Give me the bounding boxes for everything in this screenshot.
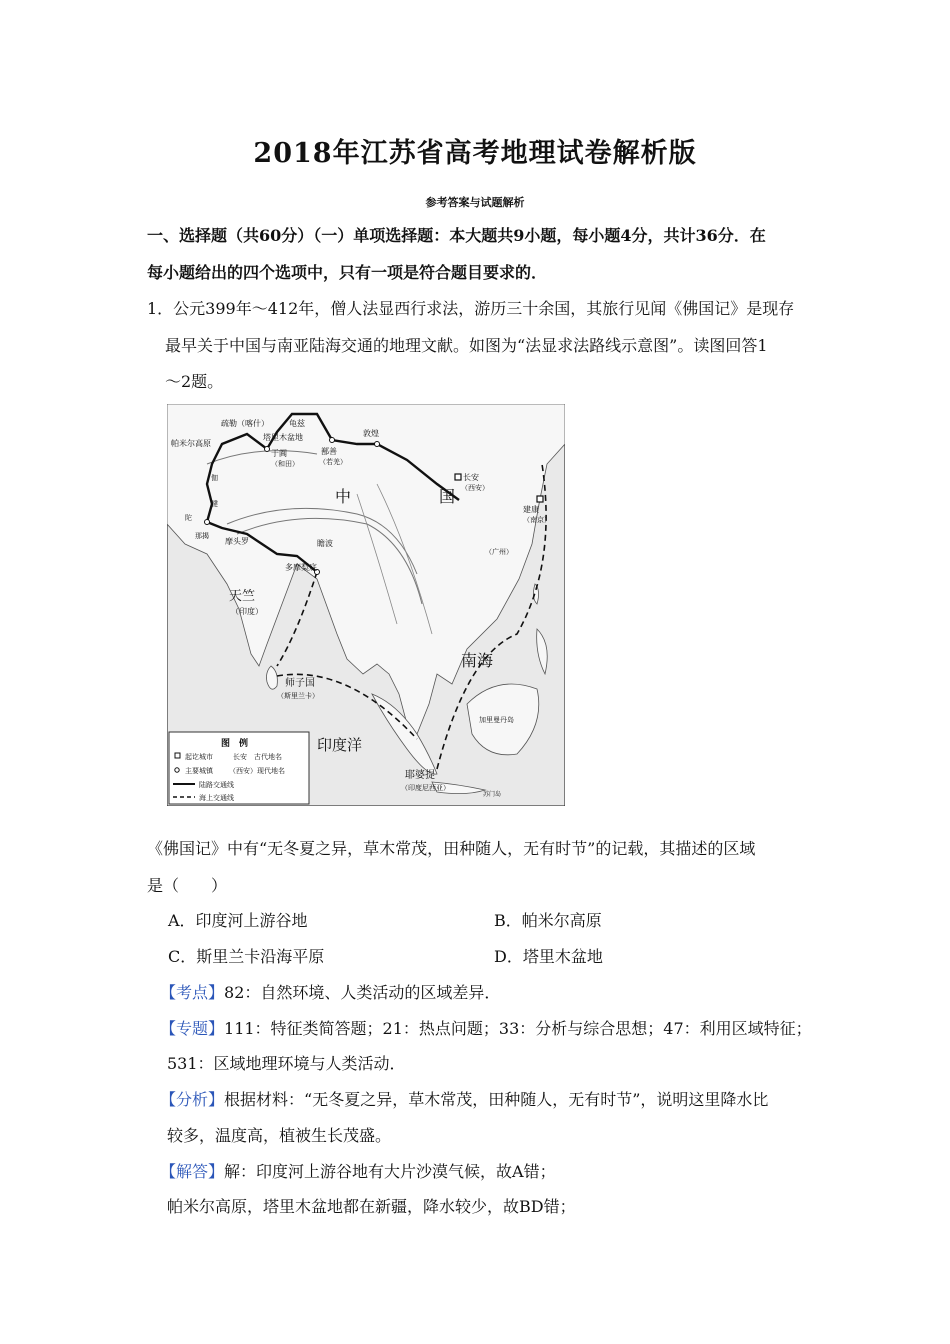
map-label-kalimantan: 加里曼丹岛 — [479, 716, 514, 724]
option-a: A．印度河上游谷地 — [168, 911, 308, 930]
question-1-stem-line2: 是（ ） — [147, 876, 228, 895]
question-1-stem-line1: 《佛国记》中有“无冬夏之异，草木常茂，田种随人，无有时节”的记载，其描述的区域 — [147, 839, 756, 858]
map-label-indonesia: （印度尼西亚） — [401, 784, 450, 792]
map-label-guangzhou: （广州） — [485, 548, 513, 556]
legend-town: 主要城镇 — [185, 767, 213, 775]
map-label-guo: 国 — [439, 487, 456, 506]
zhuanti-line1 — [160, 1016, 840, 1039]
map-label-zhanbo: 瞻波 — [317, 539, 333, 548]
map-label-changan: 长安 — [463, 473, 479, 482]
map-label-shiziguo: 师子国 — [285, 678, 315, 689]
fenxi-tag: 【分析】 — [160, 1090, 225, 1109]
map-label-small3: 陀 — [185, 514, 192, 522]
page-subtitle: 参考答案与试题解析 — [425, 196, 525, 209]
legend-land: 陆路交通线 — [199, 781, 234, 789]
legend-modern: （西安）现代地名 — [229, 767, 285, 775]
kaodian-tag: 【考点】 — [160, 983, 225, 1002]
map-label-nanhai: 南海 — [461, 651, 494, 670]
map-label-xian: （西安） — [461, 484, 489, 492]
section-heading-line2: 每小题给出的四个选项中，只有一项是符合题目要求的． — [147, 263, 548, 282]
zhuanti-line2: 531：区域地理环境与人类活动． — [167, 1054, 406, 1073]
map-label-pamir: 帕米尔高原 — [171, 439, 211, 448]
map-label-suiyangdao: 苏门岛 — [483, 791, 502, 798]
map-label-small4: 那揭 — [195, 532, 209, 540]
map-label-moutoulu: 摩头罗 — [225, 537, 249, 546]
map-label-yepoti: 耶婆提 — [405, 770, 435, 781]
fenxi-line2: 较多，温度高，植被生长茂盛。 — [167, 1126, 392, 1145]
map-label-shule: 疏勒（喀什） — [221, 419, 269, 428]
option-b: B．帕米尔高原 — [494, 911, 602, 930]
question-1-line1: 1．公元399年～412年，僧人法显西行求法，游历三十余国，其旅行见闻《佛国记》是现存 — [147, 299, 795, 318]
map-label-zhong: 中 — [335, 487, 352, 506]
map-label-jiankang: 建康 — [523, 505, 539, 514]
kaodian-text: 82：自然环境、人类活动的区域差异． — [224, 983, 501, 1002]
legend-city: 起讫城市 — [185, 753, 213, 761]
page-title: 2018年江苏省高考地理试卷解析版 — [253, 138, 697, 169]
jieda-line1 — [160, 1159, 840, 1182]
legend-sea: 海上交通线 — [199, 794, 234, 802]
map-label-yutian: 于阗 — [271, 449, 287, 458]
map-label-qiuci: 龟兹 — [289, 419, 305, 428]
map-label-dunhuang: 敦煌 — [363, 429, 379, 438]
map-label-yinduyang: 印度洋 — [317, 736, 363, 754]
fenxi-text1: 根据材料：“无冬夏之异，草木常茂，田种随人，无有时节”，说明这里降水比 — [224, 1090, 769, 1109]
legend-ancient: 长安 古代地名 — [233, 753, 282, 761]
jieda-line2: 帕米尔高原，塔里木盆地都在新疆，降水较少，故BD错； — [167, 1197, 576, 1216]
map-label-ruoqiang: （若羌） — [319, 458, 347, 466]
map-label-shanshan: 鄯善 — [321, 447, 337, 456]
option-d: D．塔里木盆地 — [494, 947, 603, 966]
map-label-small2: 犍 — [211, 500, 218, 508]
question-1-line3: ～2题。 — [165, 372, 224, 391]
map-label-tarim: 塔里木盆地 — [263, 433, 303, 442]
map-label-hetian: （和田） — [271, 460, 299, 468]
map-label-duomoli: 多摩梨底 — [285, 563, 317, 572]
fenxi-line1 — [160, 1087, 840, 1110]
map-label-nanjing: （南京） — [523, 516, 551, 524]
zhuanti-text1: 111：特征类简答题；21：热点问题；33：分析与综合思想；47：利用区域特征； — [224, 1019, 812, 1038]
kaodian-line — [160, 980, 840, 1003]
map-label-yindu: （印度） — [231, 607, 263, 616]
map-label-sililanka: （斯里兰卡） — [277, 692, 319, 700]
faxian-route-map — [167, 404, 565, 806]
section-heading-line1: 一、选择题（共60分）（一）单项选择题：本大题共9小题，每小题4分，共计36分．在 — [147, 226, 766, 245]
jieda-tag: 【解答】 — [160, 1162, 225, 1181]
map-label-small1: 伽 — [211, 474, 218, 482]
map-label-tianzhu: 天竺 — [229, 589, 256, 604]
legend-title: 图 例 — [221, 739, 249, 749]
jieda-text1: 解：印度河上游谷地有大片沙漠气候，故A错； — [224, 1162, 556, 1181]
option-c: C．斯里兰卡沿海平原 — [168, 947, 325, 966]
question-1-line2: 最早关于中国与南亚陆海交通的地理文献。如图为“法显求法路线示意图”。读图回答1 — [165, 336, 768, 355]
zhuanti-tag: 【专题】 — [160, 1019, 225, 1038]
